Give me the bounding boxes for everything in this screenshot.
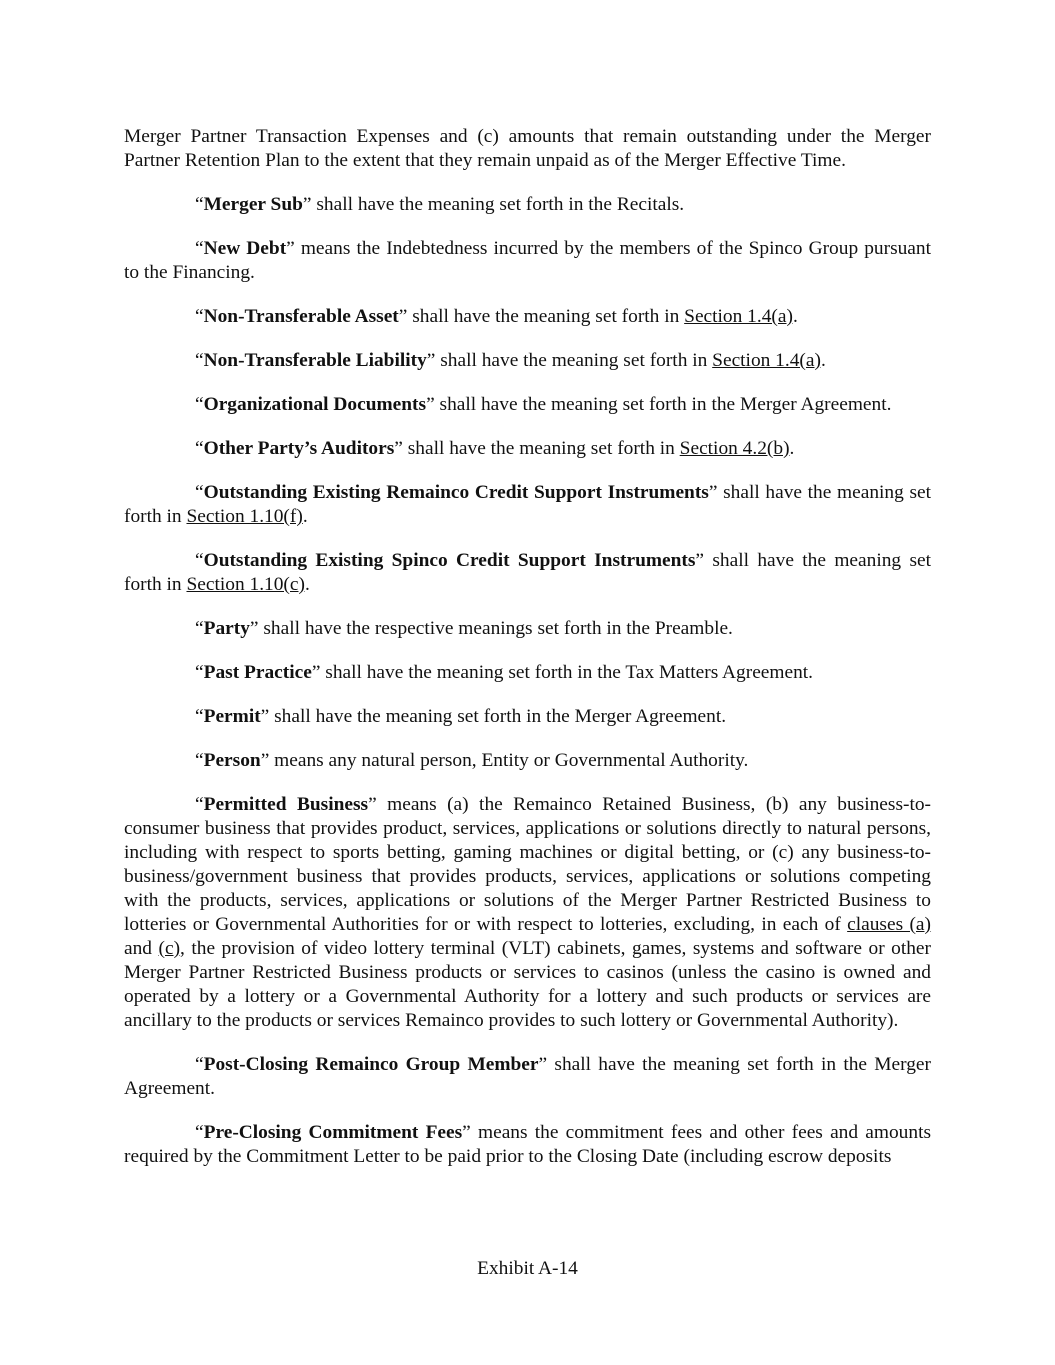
section-reference: Section 1.4(a) [684,306,793,327]
definition-merger-sub [124,193,931,217]
definition-permitted-business [124,793,931,1033]
defined-term: Person [203,750,261,771]
quote-open: “ [195,618,204,639]
defined-term: Pre-Closing Commitment Fees [203,1122,463,1143]
definition-permit [124,705,931,729]
definition-new-debt [124,237,931,285]
definitions-body [124,125,931,1189]
quote-open: “ [195,438,204,459]
defined-term: Outstanding Existing Remainco Credit Support Instruments [203,482,709,503]
definition-person [124,749,931,773]
definition-text: ” shall have the meaning set forth in [426,350,713,371]
definition-text: ” shall have the meaning set forth in [398,306,685,327]
definition-other-partys-auditors [124,437,931,461]
definition-organizational-documents [124,393,931,417]
definition-text: ” shall have the meaning set forth in the Merger Agreement. [260,706,727,727]
definition-past-practice [124,661,931,685]
quote-open: “ [195,1054,204,1075]
period: . [302,506,308,527]
definition-party [124,617,931,641]
defined-term: Organizational Documents [203,394,427,415]
section-reference: Section 1.10(f) [186,506,303,527]
definition-pre-closing-commitment-fees [124,1121,931,1169]
definition-text: ” shall have the meaning set forth in the Merger Agreement. [124,1054,932,1099]
paragraph-continuation [124,125,931,173]
quote-open: “ [195,750,204,771]
defined-term: Post-Closing Remainco Group Member [203,1054,539,1075]
definition-non-transferable-asset [124,305,931,329]
period: . [792,306,798,327]
definition-non-transferable-liability [124,349,931,373]
definition-text: ” shall have the meaning set forth in [394,438,680,459]
defined-term: Outstanding Existing Spinco Credit Support Instruments [203,550,696,571]
section-reference: Section 4.2(b) [679,438,790,459]
period: . [789,438,795,459]
defined-term: Non-Transferable Asset [203,306,399,327]
defined-term: Merger Sub [203,194,303,215]
clause-reference: clauses (a) [847,914,932,935]
definition-text: and [124,938,159,959]
defined-term: Past Practice [203,662,312,683]
defined-term: Non-Transferable Liability [203,350,427,371]
quote-open: “ [195,350,204,371]
quote-open: “ [195,1122,204,1143]
definition-text: ” shall have the meaning set forth in the Merger Agreement. [426,394,892,415]
period: . [820,350,826,371]
defined-term: Other Party’s Auditors [203,438,395,459]
definition-text: , the provision of video lottery terminal (VLT) cabinets, games, systems and software or other Merger Partner Restricted Business products or services to casinos (unless the casino is owned and operated by a lottery or a Governmental Authority for a lottery and such products or services are ancillary to the products or services Remainco provides to such lottery or Governmental Authority). [124,938,931,1031]
quote-open: “ [195,794,204,815]
definition-text: ” shall have the respective meanings set forth in the Preamble. [249,618,733,639]
period: . [304,574,310,595]
quote-open: “ [195,482,204,503]
definition-text: ” shall have the meaning set forth in the Recitals. [302,194,685,215]
clause-reference: (c) [158,938,181,959]
definition-text: ” means (a) the Remainco Retained Business, (b) any business-to-consumer business that provides product, services, applications or solutions directly to natural persons, including with respect to sports betting, gaming machines or digital betting, or (c) any business-to-business/government business that provides products, services, applications or solutions competing with the products, services, applications or solutions of the Merger Partner Restricted Business to lotteries or Governmental Authorities for or with respect to lotteries, excluding, in each of [124,794,932,935]
defined-term: Party [203,618,250,639]
definition-post-closing-remainco-group-member [124,1053,931,1101]
quote-open: “ [195,194,204,215]
quote-open: “ [195,662,204,683]
defined-term: New Debt [203,238,287,259]
page-footer [0,1257,1055,1281]
quote-open: “ [195,238,204,259]
definition-text: ” shall have the meaning set forth in [124,550,931,595]
definition-text: ” means the Indebtedness incurred by the members of the Spinco Group pursuant to the Financing. [124,238,931,283]
definition-outstanding-remainco-credit-support [124,481,931,529]
quote-open: “ [195,706,204,727]
section-reference: Section 1.10(c) [186,574,305,595]
exhibit-page-label: Exhibit A-14 [477,1258,578,1279]
quote-open: “ [195,394,204,415]
definition-outstanding-spinco-credit-support [124,549,931,597]
paragraph-continuation-text: Merger Partner Transaction Expenses and (c) amounts that remain outstanding under the Merger Partner Retention Plan to the extent that they remain unpaid as of the Merger Effective Time. [124,126,931,171]
definition-text: ” means any natural person, Entity or Governmental Authority. [260,750,749,771]
quote-open: “ [195,306,204,327]
defined-term: Permitted Business [203,794,369,815]
definition-text: ” shall have the meaning set forth in the Tax Matters Agreement. [311,662,814,683]
defined-term: Permit [203,706,261,727]
definition-text: ” shall have the meaning set forth in [124,482,931,527]
section-reference: Section 1.4(a) [712,350,821,371]
definition-text: ” means the commitment fees and other fees and amounts required by the Commitment Letter to be paid prior to the Closing Date (including escrow deposits [124,1122,931,1167]
quote-open: “ [195,550,204,571]
